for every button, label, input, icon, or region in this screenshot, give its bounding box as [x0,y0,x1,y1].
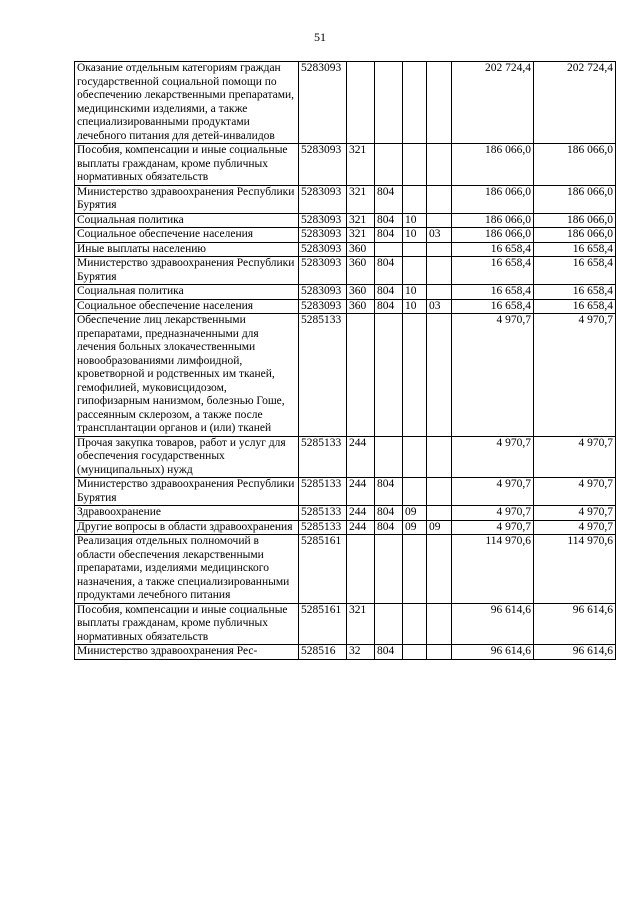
amount-year-1: 4 970,7 [452,436,534,478]
subsection-code [427,257,452,285]
target-article-code: 5283093 [299,185,347,213]
ministry-code [375,314,403,437]
expense-type-code: 321 [347,228,375,243]
target-article-code: 5285133 [299,436,347,478]
expense-type-code: 244 [347,478,375,506]
expense-type-code: 244 [347,506,375,521]
target-article-code: 5283093 [299,62,347,144]
row-name: Реализация отдельных полномочий в области обеспечения лекарственными препаратами, изделиями медицинского назначения, а также специализированными продуктами лечебного питания [75,535,299,604]
row-name: Обеспечение лиц лекарственными препаратами, предназначенными для лечения больных злокачественными новообразованиями лимфоидной, кроветворной и родственных им тканей, гемофилией, муковисцидозом, гипофизарным нанизмом, болезнью Гоше, рассеянным склерозом, а также после трансплантации органов и (или) тканей [75,314,299,437]
row-name: Социальная политика [75,285,299,300]
section-code [403,144,427,186]
row-name: Прочая закупка товаров, работ и услуг для обеспечения государственных (муниципальных) нужд [75,436,299,478]
subsection-code [427,478,452,506]
target-article-code: 5285133 [299,314,347,437]
subsection-code [427,645,452,660]
section-code: 10 [403,228,427,243]
amount-year-2: 4 970,7 [534,478,616,506]
row-name: Социальное обеспечение населения [75,299,299,314]
target-article-code: 5283093 [299,299,347,314]
section-code: 09 [403,520,427,535]
expense-type-code: 360 [347,285,375,300]
table-row [75,314,616,437]
amount-year-1: 186 066,0 [452,185,534,213]
table-row [75,478,616,506]
subsection-code [427,285,452,300]
table-row [75,520,616,535]
section-code: 10 [403,213,427,228]
amount-year-2: 16 658,4 [534,285,616,300]
subsection-code [427,213,452,228]
amount-year-1: 4 970,7 [452,506,534,521]
target-article-code: 5283093 [299,242,347,257]
subsection-code [427,242,452,257]
target-article-code: 5283093 [299,228,347,243]
subsection-code [427,144,452,186]
ministry-code [375,242,403,257]
row-name: Оказание отдельным категориям граждан государственной социальной помощи по обеспечению лекарственными препаратами, медицинскими изделиями, а также специализированными продуктами лечебного питания для детей-инвалидов [75,62,299,144]
ministry-code: 804 [375,213,403,228]
section-code [403,314,427,437]
target-article-code: 528516 [299,645,347,660]
amount-year-2: 16 658,4 [534,299,616,314]
table-row [75,213,616,228]
row-name: Здравоохранение [75,506,299,521]
amount-year-2: 186 066,0 [534,213,616,228]
amount-year-2: 186 066,0 [534,185,616,213]
amount-year-1: 16 658,4 [452,299,534,314]
ministry-code: 804 [375,257,403,285]
row-name: Пособия, компенсации и иные социальные выплаты гражданам, кроме публичных нормативных обязательств [75,144,299,186]
expense-type-code: 244 [347,520,375,535]
amount-year-2: 96 614,6 [534,603,616,645]
ministry-code [375,535,403,604]
ministry-code: 804 [375,185,403,213]
target-article-code: 5283093 [299,144,347,186]
amount-year-2: 16 658,4 [534,242,616,257]
amount-year-2: 186 066,0 [534,144,616,186]
amount-year-1: 4 970,7 [452,314,534,437]
row-name: Другие вопросы в области здравоохранения [75,520,299,535]
amount-year-2: 4 970,7 [534,506,616,521]
amount-year-2: 96 614,6 [534,645,616,660]
ministry-code: 804 [375,285,403,300]
ministry-code: 804 [375,478,403,506]
table-row [75,62,616,144]
row-name: Иные выплаты населению [75,242,299,257]
target-article-code: 5283093 [299,257,347,285]
table-row [75,603,616,645]
row-name: Пособия, компенсации и иные социальные выплаты гражданам, кроме публичных нормативных обязательств [75,603,299,645]
section-code [403,478,427,506]
amount-year-1: 96 614,6 [452,603,534,645]
table-row [75,535,616,604]
section-code [403,603,427,645]
table-row [75,285,616,300]
expense-type-code [347,62,375,144]
ministry-code: 804 [375,228,403,243]
amount-year-2: 186 066,0 [534,228,616,243]
section-code [403,535,427,604]
amount-year-1: 186 066,0 [452,213,534,228]
amount-year-1: 4 970,7 [452,478,534,506]
expense-type-code: 321 [347,603,375,645]
ministry-code [375,144,403,186]
section-code [403,257,427,285]
budget-table [74,61,616,660]
section-code [403,62,427,144]
ministry-code [375,62,403,144]
row-name: Министерство здравоохранения Республики Бурятия [75,478,299,506]
target-article-code: 5285161 [299,603,347,645]
subsection-code [427,314,452,437]
table-row [75,645,616,660]
expense-type-code [347,535,375,604]
table-row [75,144,616,186]
amount-year-2: 114 970,6 [534,535,616,604]
table-row [75,506,616,521]
amount-year-1: 114 970,6 [452,535,534,604]
expense-type-code: 321 [347,213,375,228]
section-code: 10 [403,299,427,314]
amount-year-1: 96 614,6 [452,645,534,660]
section-code [403,436,427,478]
target-article-code: 5285133 [299,506,347,521]
ministry-code: 804 [375,506,403,521]
amount-year-1: 16 658,4 [452,257,534,285]
amount-year-1: 186 066,0 [452,144,534,186]
subsection-code: 09 [427,520,452,535]
amount-year-1: 202 724,4 [452,62,534,144]
row-name: Социальная политика [75,213,299,228]
ministry-code [375,436,403,478]
subsection-code: 03 [427,228,452,243]
section-code [403,645,427,660]
page-number: 51 [314,30,326,44]
target-article-code: 5285161 [299,535,347,604]
subsection-code [427,603,452,645]
section-code [403,185,427,213]
subsection-code [427,436,452,478]
subsection-code [427,62,452,144]
amount-year-2: 202 724,4 [534,62,616,144]
amount-year-2: 4 970,7 [534,436,616,478]
table-row [75,257,616,285]
target-article-code: 5285133 [299,520,347,535]
expense-type-code: 244 [347,436,375,478]
ministry-code: 804 [375,520,403,535]
amount-year-1: 186 066,0 [452,228,534,243]
target-article-code: 5283093 [299,285,347,300]
amount-year-2: 16 658,4 [534,257,616,285]
expense-type-code: 32 [347,645,375,660]
row-name: Министерство здравоохранения Рес- [75,645,299,660]
expense-type-code [347,314,375,437]
table-row [75,242,616,257]
expense-type-code: 321 [347,144,375,186]
ministry-code: 804 [375,645,403,660]
target-article-code: 5285133 [299,478,347,506]
table-body [75,62,616,660]
subsection-code [427,535,452,604]
section-code: 09 [403,506,427,521]
table-row [75,228,616,243]
expense-type-code: 360 [347,299,375,314]
expense-type-code: 360 [347,242,375,257]
table-row [75,299,616,314]
section-code [403,242,427,257]
subsection-code [427,185,452,213]
amount-year-1: 16 658,4 [452,242,534,257]
amount-year-1: 4 970,7 [452,520,534,535]
row-name: Министерство здравоохранения Республики Бурятия [75,257,299,285]
expense-type-code: 321 [347,185,375,213]
table-row [75,185,616,213]
subsection-code: 03 [427,299,452,314]
target-article-code: 5283093 [299,213,347,228]
expense-type-code: 360 [347,257,375,285]
table-row [75,436,616,478]
section-code: 10 [403,285,427,300]
ministry-code [375,603,403,645]
ministry-code: 804 [375,299,403,314]
amount-year-1: 16 658,4 [452,285,534,300]
amount-year-2: 4 970,7 [534,520,616,535]
row-name: Социальное обеспечение населения [75,228,299,243]
row-name: Министерство здравоохранения Республики Бурятия [75,185,299,213]
subsection-code [427,506,452,521]
amount-year-2: 4 970,7 [534,314,616,437]
